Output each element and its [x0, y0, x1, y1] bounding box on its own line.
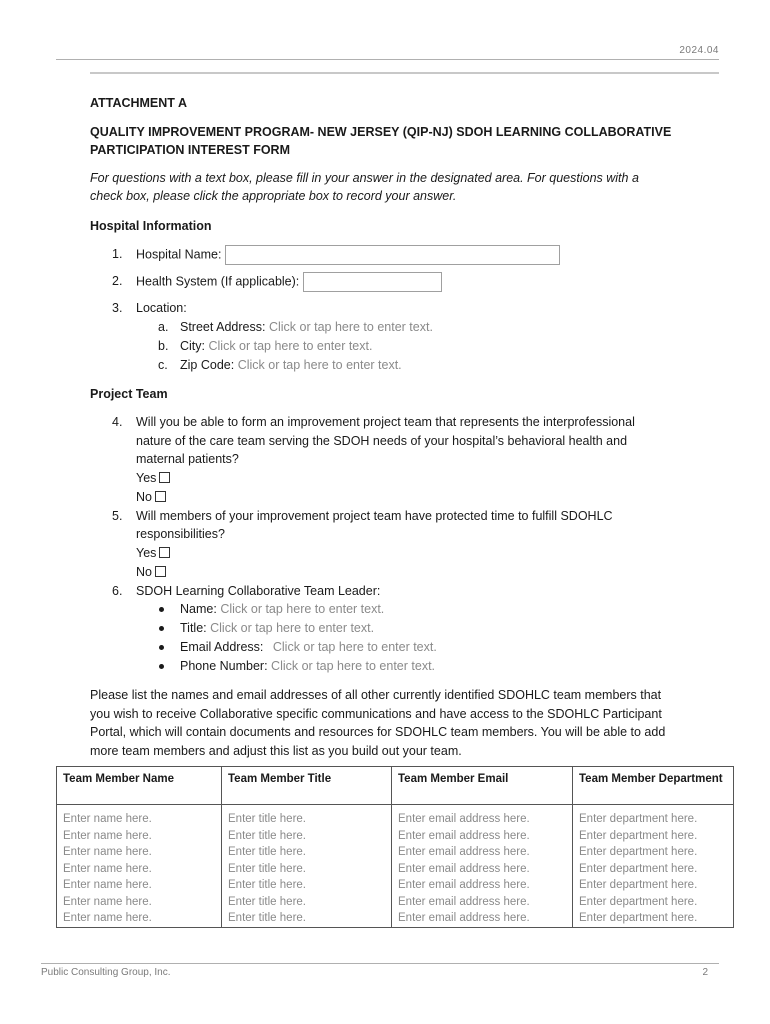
member-department-field[interactable]: Enter department here. — [573, 861, 734, 878]
leader-email-label: Email Address: — [180, 640, 264, 654]
yes-checkbox[interactable] — [159, 472, 170, 483]
paragraph-line: you wish to receive Collaborative specific communications and have access to the SDOHLC Participant — [90, 706, 662, 721]
instructions — [90, 169, 680, 206]
instructions-line: check box, please click the appropriate box to record your answer. — [90, 189, 457, 203]
table-row — [57, 877, 734, 894]
bullet-icon — [159, 645, 164, 650]
member-title-field[interactable]: Enter title here. — [222, 828, 392, 845]
member-name-field[interactable]: Enter name here. — [57, 877, 222, 894]
form-title-line: QUALITY IMPROVEMENT PROGRAM- NEW JERSEY (QIP-NJ) SDOH LEARNING COLLABORATIVE — [90, 124, 672, 139]
member-department-field[interactable]: Enter department here. — [573, 828, 734, 845]
hospital-name-label: Hospital Name: — [136, 247, 222, 262]
leader-title-row — [90, 619, 680, 638]
table-row — [57, 828, 734, 845]
question-text-line: Will members of your improvement project team have protected time to fulfill SDOHLC — [136, 508, 613, 523]
yes-label: Yes — [136, 470, 157, 485]
member-email-field[interactable]: Enter email address here. — [392, 877, 573, 894]
header-divider — [56, 59, 719, 60]
street-address-label: Street Address: — [180, 319, 266, 334]
sub-letter: c. — [158, 357, 168, 372]
member-name-field[interactable]: Enter name here. — [57, 805, 222, 828]
leader-title-field[interactable]: Click or tap here to enter text. — [210, 621, 375, 635]
question-number: 3. — [112, 301, 123, 315]
member-department-field[interactable]: Enter department here. — [573, 910, 734, 927]
leader-email-field[interactable]: Click or tap here to enter text. — [272, 640, 437, 654]
member-title-field[interactable]: Enter title here. — [222, 805, 392, 828]
question-number: 5. — [112, 508, 123, 523]
form-title-line: PARTICIPATION INTEREST FORM — [90, 143, 290, 157]
column-header-name: Team Member Name — [57, 767, 222, 805]
no-label: No — [136, 564, 152, 579]
footer-company: Public Consulting Group, Inc. — [41, 967, 171, 978]
question-text-line: nature of the care team serving the SDOH needs of your hospital’s behavioral health and — [136, 433, 628, 448]
question-number: 6. — [112, 583, 123, 598]
question-location — [90, 299, 680, 318]
hospital-name-input[interactable] — [225, 245, 560, 265]
member-email-field[interactable]: Enter email address here. — [392, 894, 573, 911]
table-header-row — [57, 767, 734, 805]
health-system-label: Health System (If applicable): — [136, 274, 300, 289]
sub-letter: b. — [158, 338, 169, 353]
table-row — [57, 861, 734, 878]
page-number: 2 — [702, 967, 708, 978]
leader-phone-field[interactable]: Click or tap here to enter text. — [271, 659, 436, 673]
header-date: 2024.04 — [679, 45, 719, 56]
member-title-field[interactable]: Enter title here. — [222, 894, 392, 911]
member-department-field[interactable]: Enter department here. — [573, 877, 734, 894]
footer-divider — [41, 963, 719, 964]
city-row — [90, 337, 680, 356]
health-system-input[interactable] — [303, 272, 442, 292]
zip-code-row — [90, 356, 680, 375]
sub-letter: a. — [158, 319, 169, 334]
question-number: 2. — [112, 274, 123, 288]
question-team-leader — [90, 582, 680, 601]
table-row — [57, 805, 734, 828]
member-name-field[interactable]: Enter name here. — [57, 894, 222, 911]
member-title-field[interactable]: Enter title here. — [222, 844, 392, 861]
member-department-field[interactable]: Enter department here. — [573, 844, 734, 861]
leader-title-label: Title: — [180, 621, 207, 635]
city-label: City: — [180, 338, 205, 353]
instructions-line: For questions with a text box, please fill in your answer in the designated area. For questions with a — [90, 170, 639, 185]
team-leader-label: SDOH Learning Collaborative Team Leader: — [136, 583, 381, 598]
member-title-field[interactable]: Enter title here. — [222, 910, 392, 927]
member-email-field[interactable]: Enter email address here. — [392, 805, 573, 828]
member-title-field[interactable]: Enter title here. — [222, 861, 392, 878]
member-department-field[interactable]: Enter department here. — [573, 894, 734, 911]
paragraph-line: more team members and adjust this list as you build out your team. — [90, 743, 462, 758]
no-checkbox[interactable] — [155, 491, 166, 502]
question-number: 4. — [112, 415, 123, 429]
question-protected-time — [90, 507, 680, 544]
zip-code-field[interactable]: Click or tap here to enter text. — [237, 357, 402, 372]
bullet-icon — [159, 607, 164, 612]
q5-no-option[interactable] — [90, 563, 680, 582]
member-name-field[interactable]: Enter name here. — [57, 910, 222, 927]
table-row — [57, 910, 734, 927]
question-text-line: maternal patients? — [136, 452, 239, 466]
form-content — [90, 94, 680, 760]
yes-label: Yes — [136, 545, 157, 560]
location-label: Location: — [136, 301, 187, 315]
city-field[interactable]: Click or tap here to enter text. — [208, 338, 373, 353]
no-checkbox[interactable] — [155, 566, 166, 577]
table-row — [57, 894, 734, 911]
member-title-field[interactable]: Enter title here. — [222, 877, 392, 894]
leader-name-field[interactable]: Click or tap here to enter text. — [220, 602, 385, 616]
member-email-field[interactable]: Enter email address here. — [392, 910, 573, 927]
zip-code-label: Zip Code: — [180, 357, 235, 372]
question-health-system — [90, 272, 680, 292]
member-email-field[interactable]: Enter email address here. — [392, 844, 573, 861]
question-hospital-name — [90, 245, 680, 265]
header-divider-secondary — [90, 72, 719, 74]
street-address-row — [90, 318, 680, 337]
team-members-instructions — [90, 686, 680, 760]
q4-yes-option[interactable] — [90, 469, 680, 488]
column-header-title: Team Member Title — [222, 767, 392, 805]
question-form-team — [90, 413, 680, 469]
hospital-info-heading: Hospital Information — [90, 218, 212, 233]
question-text-line: Will you be able to form an improvement project team that represents the interprofessional — [136, 415, 635, 429]
question-text-line: responsibilities? — [136, 527, 225, 541]
column-header-department: Team Member Department — [573, 767, 734, 805]
member-name-field[interactable]: Enter name here. — [57, 828, 222, 845]
member-name-field[interactable]: Enter name here. — [57, 844, 222, 861]
member-name-field[interactable]: Enter name here. — [57, 861, 222, 878]
member-department-field[interactable]: Enter department here. — [573, 805, 734, 828]
member-email-field[interactable]: Enter email address here. — [392, 861, 573, 878]
q4-no-option[interactable] — [90, 488, 680, 507]
column-header-email: Team Member Email — [392, 767, 573, 805]
project-team-heading: Project Team — [90, 386, 168, 401]
q5-yes-option[interactable] — [90, 544, 680, 563]
leader-name-row — [90, 600, 680, 619]
bullet-icon — [159, 626, 164, 631]
yes-checkbox[interactable] — [159, 547, 170, 558]
leader-phone-row — [90, 657, 680, 676]
question-number: 1. — [112, 247, 123, 261]
no-label: No — [136, 489, 152, 504]
leader-phone-label: Phone Number: — [180, 659, 268, 673]
form-title — [90, 123, 680, 160]
team-members-table — [56, 766, 734, 928]
bullet-icon — [159, 664, 164, 669]
street-address-field[interactable]: Click or tap here to enter text. — [268, 319, 433, 334]
paragraph-line: Portal, which will contain documents and resources for SDOHLC team members. You will be able to add — [90, 725, 666, 739]
attachment-label: ATTACHMENT A — [90, 96, 187, 110]
leader-name-label: Name: — [180, 602, 217, 616]
member-email-field[interactable]: Enter email address here. — [392, 828, 573, 845]
paragraph-line: Please list the names and email addresses of all other currently identified SDOHLC team members that — [90, 688, 662, 702]
leader-email-row — [90, 638, 680, 657]
table-row — [57, 844, 734, 861]
